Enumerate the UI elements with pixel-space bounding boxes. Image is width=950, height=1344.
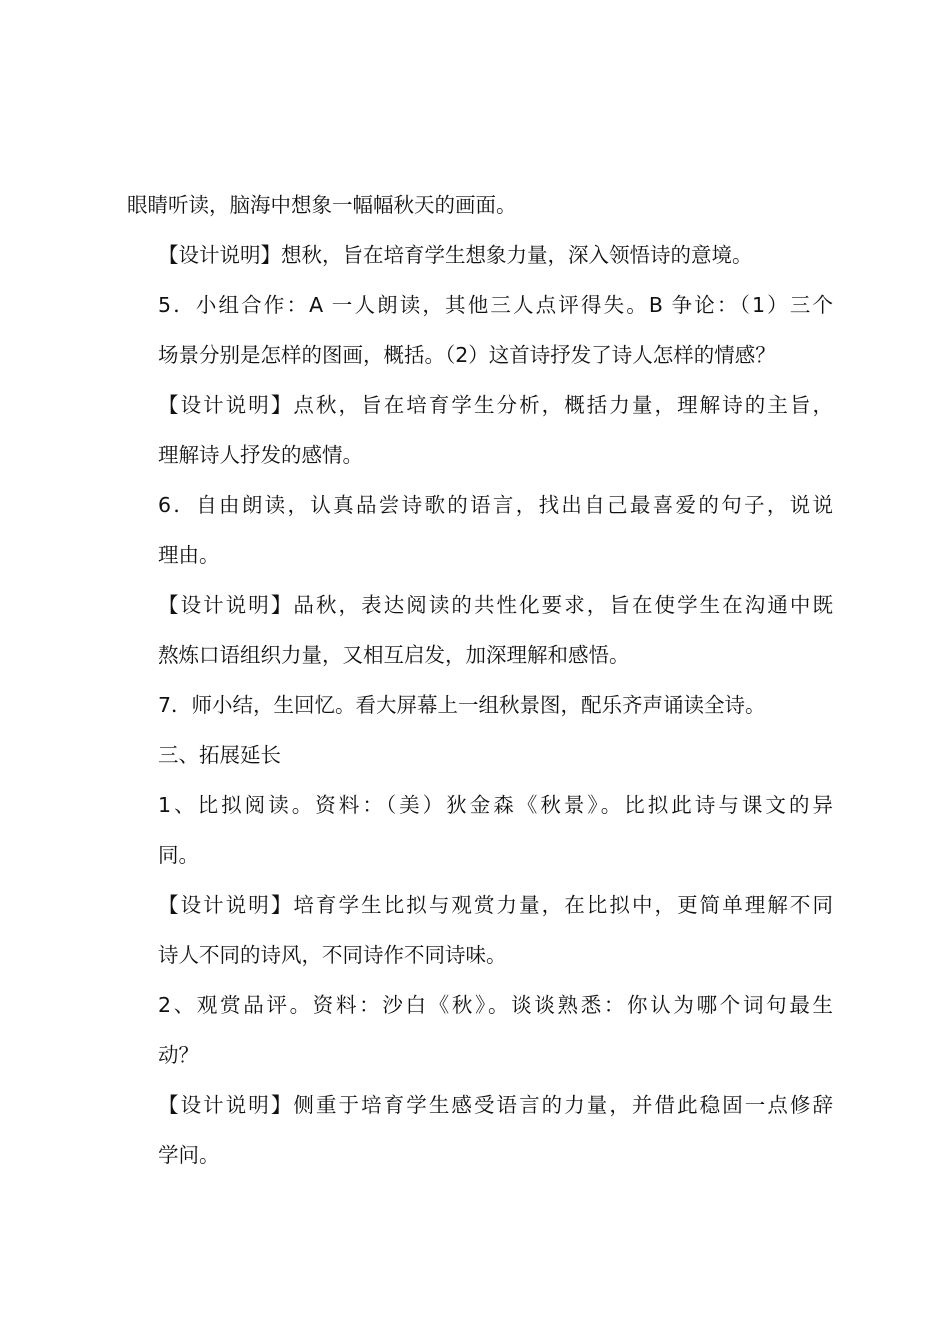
paragraph-design-note-language: [127, 1080, 833, 1180]
text-line: 【设计说明】侧重于培育学生感受语言的力量，并借此稳固一点修辞: [158, 1093, 833, 1117]
text-line: 6．自由朗读，认真品尝诗歌的语言，找出自己最喜爱的句子，说说: [158, 493, 833, 517]
paragraph-design-note-taste: [127, 580, 833, 680]
text-line: 学问。: [158, 1143, 220, 1167]
paragraph-design-note-imagine: [127, 230, 833, 280]
text-line: 理由。: [158, 543, 220, 567]
paragraph-continuation: [127, 180, 833, 230]
paragraph-design-note-point: [127, 380, 833, 480]
text-line: 5．小组合作：A 一人朗读，其他三人点评得失。B 争论：（1）三个: [158, 293, 833, 317]
text-line: 1、比拟阅读。资料：（美）狄金森《秋景》。比拟此诗与课文的异: [158, 793, 833, 817]
text-line: 动？: [158, 1043, 199, 1067]
text-line: 2、观赏品评。资料：沙白《秋》。谈谈熟悉：你认为哪个词句最生: [158, 993, 833, 1017]
text-line: 7．师小结，生回忆。看大屏幕上一组秋景图，配乐齐声诵读全诗。: [158, 693, 766, 717]
paragraph-design-note-compare: [127, 880, 833, 980]
text-line: 三、拓展延长: [158, 743, 281, 767]
document-body: [127, 180, 833, 1180]
section-heading-extension: [127, 730, 833, 780]
text-line: 同。: [158, 843, 199, 867]
text-line: 【设计说明】培育学生比拟与观赏力量，在比拟中，更简单理解不同: [158, 893, 833, 917]
paragraph-extension-1: [127, 780, 833, 880]
paragraph-step-5: [127, 280, 833, 380]
paragraph-step-7: [127, 680, 833, 730]
paragraph-extension-2: [127, 980, 833, 1080]
text-line: 眼睛听读，脑海中想象一幅幅秋天的画面。: [127, 193, 517, 217]
text-line: 理解诗人抒发的感情。: [158, 443, 363, 467]
paragraph-step-6: [127, 480, 833, 580]
text-line: 【设计说明】品秋，表达阅读的共性化要求，旨在使学生在沟通中既: [158, 593, 833, 617]
text-line: 【设计说明】想秋，旨在培育学生想象力量，深入领悟诗的意境。: [158, 243, 753, 267]
text-line: 诗人不同的诗风，不同诗作不同诗味。: [158, 943, 507, 967]
text-line: 【设计说明】点秋，旨在培育学生分析，概括力量，理解诗的主旨，: [158, 393, 833, 417]
text-line: 熬炼口语组织力量，又相互启发，加深理解和感悟。: [158, 643, 630, 667]
text-line: 场景分别是怎样的图画，概括。（2）这首诗抒发了诗人怎样的情感？: [158, 343, 776, 367]
